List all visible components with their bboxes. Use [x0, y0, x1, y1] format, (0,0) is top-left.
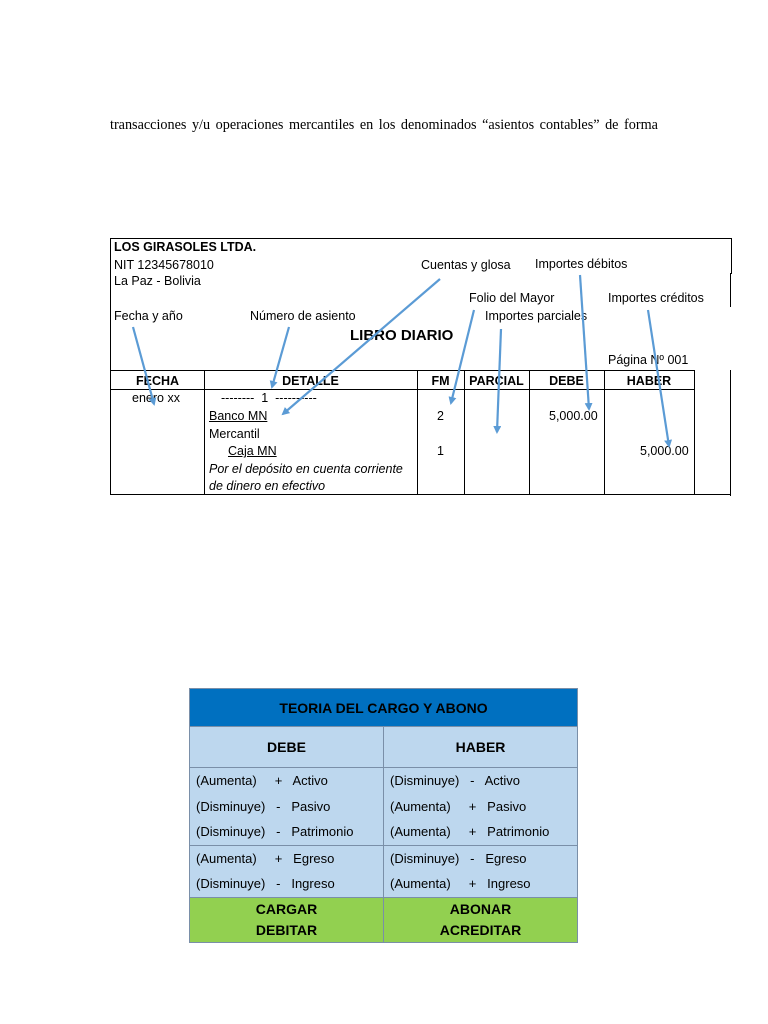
account-caja: Caja MN [228, 444, 277, 458]
acreditar-label: ACREDITAR [439, 921, 522, 938]
annotation-parciales: Importes parciales [485, 309, 588, 323]
arrow-cuentas [283, 279, 440, 414]
debe-row: (Aumenta) + Activo [196, 773, 328, 788]
debe-banco: 5,000.00 [549, 409, 598, 423]
debe-group-1 [190, 768, 384, 846]
annotation-debitos: Importes débitos [535, 257, 628, 271]
haber-row: (Aumenta) + Patrimonio [390, 824, 550, 839]
teoria-cargo-abono-table [189, 688, 578, 943]
abonar-acreditar-cell [384, 897, 578, 942]
debe-row: (Disminuye) - Ingreso [196, 876, 335, 891]
haber-row: (Disminuye) - Activo [390, 773, 521, 788]
header-detalle: DETALLE [204, 370, 418, 390]
annotation-numero: Número de asiento [250, 309, 356, 323]
arrow-folio [451, 310, 474, 403]
cargar-debitar-cell [190, 897, 384, 942]
header-fm: FM [417, 370, 465, 390]
fm-caja: 1 [437, 444, 444, 458]
annotation-creditos: Importes créditos [608, 291, 704, 305]
page-number: Página Nº 001 [608, 353, 689, 367]
abonar-label: ABONAR [449, 900, 512, 917]
account-banco: Banco MN [209, 409, 268, 423]
mercantil-label: Mercantil [209, 427, 260, 441]
arrow-debitos [580, 275, 589, 409]
debe-row: (Disminuye) - Patrimonio [196, 824, 354, 839]
glosa-line-2: de dinero en efectivo [209, 479, 326, 493]
haber-group-2 [384, 845, 578, 897]
entry-date: enero xx [132, 391, 180, 405]
debe-group-2 [190, 845, 384, 897]
annotation-fecha: Fecha y año [114, 309, 183, 323]
haber-caja: 5,000.00 [640, 444, 689, 458]
arrow-creditos [648, 310, 669, 446]
haber-header: HABER [384, 727, 578, 768]
haber-group-1 [384, 768, 578, 846]
libro-diario-title: LIBRO DIARIO [350, 327, 454, 344]
debe-row: (Aumenta) + Egreso [196, 850, 335, 866]
arrow-fecha [133, 327, 154, 404]
teoria-title: TEORIA DEL CARGO Y ABONO [190, 689, 578, 727]
haber-row: (Disminuye) - Egreso [390, 850, 527, 866]
debe-row: (Disminuye) - Pasivo [196, 798, 331, 814]
header-debe: DEBE [529, 370, 605, 390]
cargar-label: CARGAR [255, 900, 318, 917]
company-city: La Paz - Bolivia [114, 274, 201, 288]
annotation-cuentas: Cuentas y glosa [421, 258, 511, 272]
arrow-numero [272, 327, 289, 387]
header-parcial: PARCIAL [464, 370, 530, 390]
debitar-label: DEBITAR [255, 921, 318, 938]
haber-row: (Aumenta) + Pasivo [390, 798, 527, 814]
arrow-parciales [497, 329, 501, 432]
fm-banco: 2 [437, 409, 444, 423]
haber-row: (Aumenta) + Ingreso [390, 876, 531, 891]
header-fecha: FECHA [110, 370, 205, 390]
company-name: LOS GIRASOLES LTDA. [114, 240, 257, 254]
header-haber: HABER [604, 370, 695, 390]
entry-number: -------- 1 ---------- [221, 391, 317, 405]
annotation-folio: Folio del Mayor [469, 291, 555, 305]
glosa-line-1: Por el depósito en cuenta corriente [209, 462, 403, 476]
company-nit: NIT 12345678010 [114, 258, 214, 272]
intro-paragraph: transacciones y/u operaciones mercantiles en los denominados “asientos contables” de forma [110, 117, 658, 133]
debe-header: DEBE [190, 727, 384, 768]
